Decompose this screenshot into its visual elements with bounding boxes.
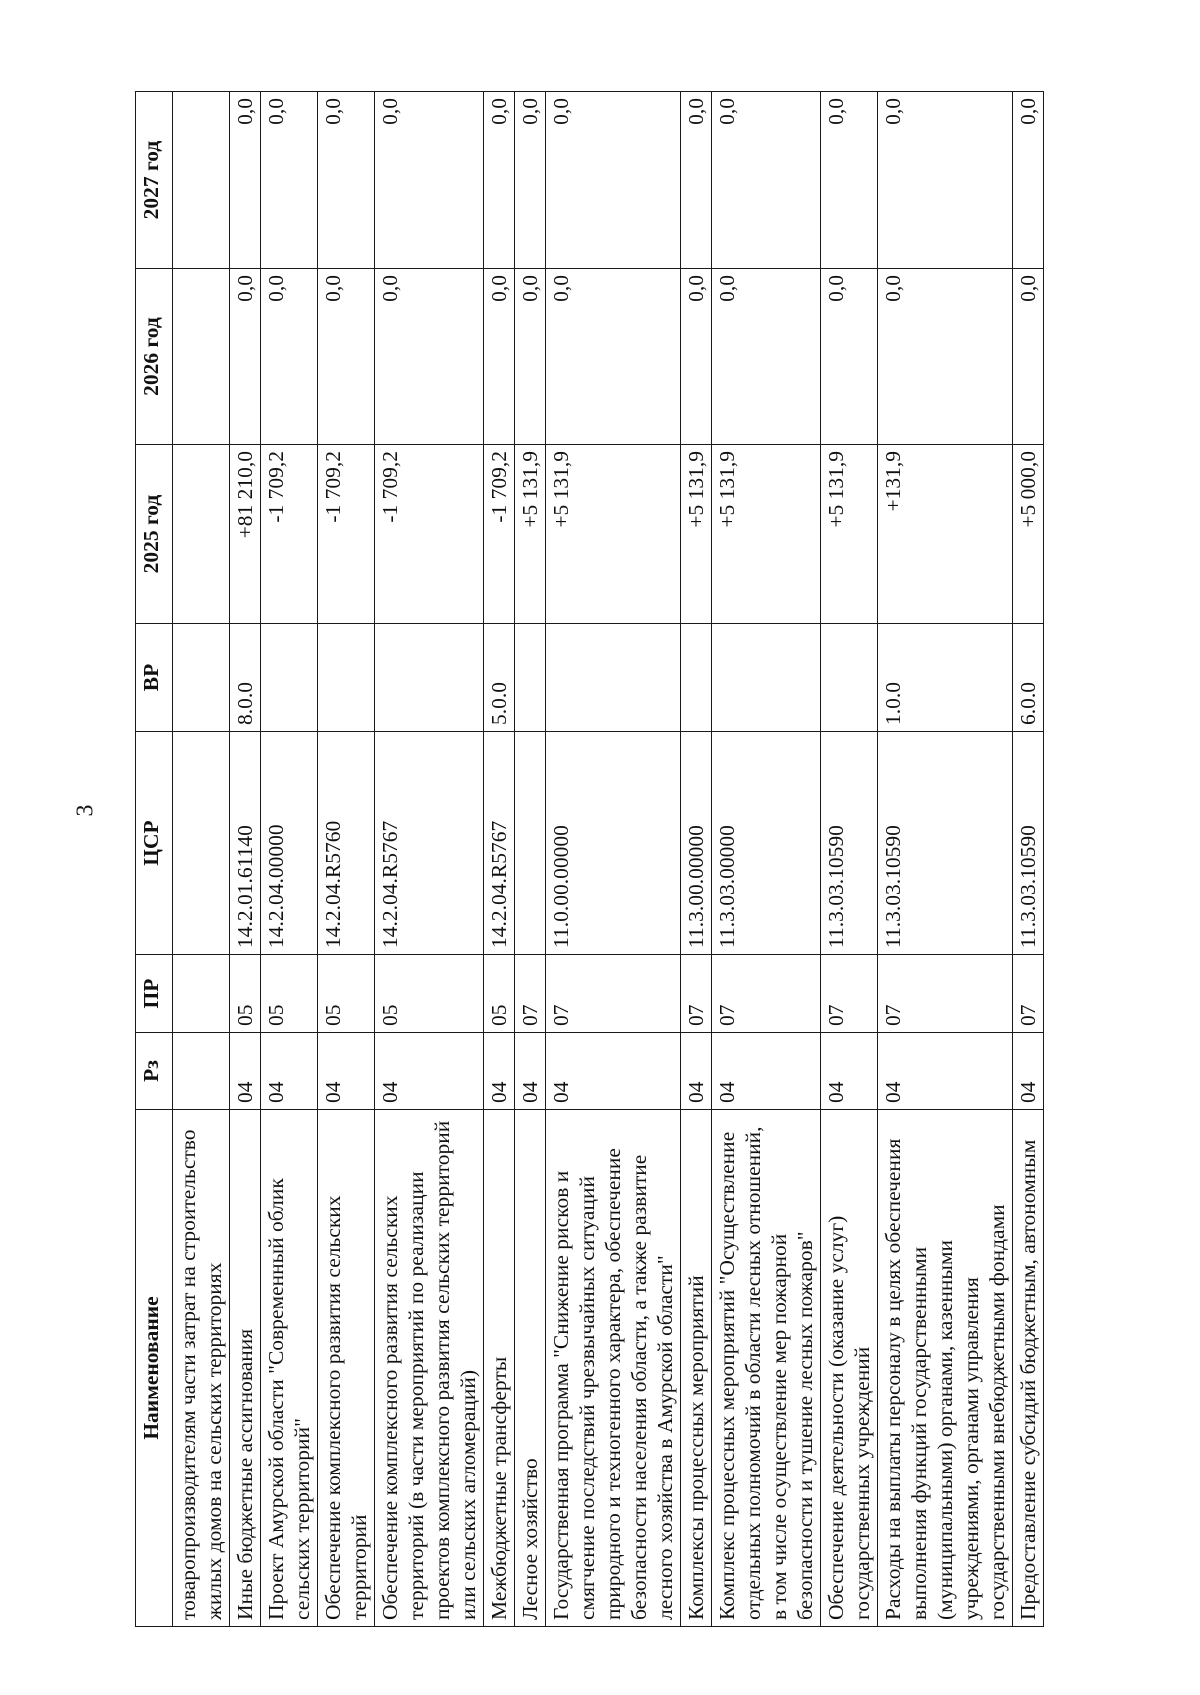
cell-pr: 05 xyxy=(230,955,261,1033)
cell-vr xyxy=(821,624,878,732)
cell-2027 xyxy=(173,92,230,269)
cell-rz: 04 xyxy=(681,1033,712,1110)
cell-csr: 14.2.04.R5760 xyxy=(318,732,375,955)
cell-2027: 0,0 xyxy=(318,92,375,269)
cell-csr xyxy=(515,732,546,955)
cell-csr: 11.0.00.00000 xyxy=(546,732,681,955)
cell-name: Иные бюджетные ассигнования xyxy=(230,1110,261,1627)
cell-2025: +131,9 xyxy=(878,445,1013,624)
cell-pr: 07 xyxy=(1013,955,1044,1033)
cell-name: Лесное хозяйство xyxy=(515,1110,546,1627)
cell-2027: 0,0 xyxy=(515,92,546,269)
cell-rz: 04 xyxy=(1013,1033,1044,1110)
cell-2025: +5 131,9 xyxy=(546,445,681,624)
cell-csr: 11.3.03.10590 xyxy=(1013,732,1044,955)
cell-vr xyxy=(173,624,230,732)
cell-2025: +5 131,9 xyxy=(515,445,546,624)
cell-2026: 0,0 xyxy=(261,269,318,445)
header-pr: ПР xyxy=(136,955,173,1033)
table-row xyxy=(375,92,484,1627)
cell-2026: 0,0 xyxy=(515,269,546,445)
cell-pr: 07 xyxy=(681,955,712,1033)
cell-pr: 07 xyxy=(821,955,878,1033)
cell-2025: +5 000,0 xyxy=(1013,445,1044,624)
rotated-table-frame xyxy=(135,92,1135,1627)
cell-rz: 04 xyxy=(712,1033,821,1110)
cell-csr: 11.3.03.10590 xyxy=(821,732,878,955)
header-rz: Рз xyxy=(136,1033,173,1110)
header-row xyxy=(136,92,173,1627)
cell-2027: 0,0 xyxy=(484,92,515,269)
cell-2027: 0,0 xyxy=(230,92,261,269)
cell-vr xyxy=(261,624,318,732)
cell-name: Межбюджетные трансферты xyxy=(484,1110,515,1627)
cell-2025: -1 709,2 xyxy=(261,445,318,624)
cell-2026: 0,0 xyxy=(878,269,1013,445)
cell-2026 xyxy=(173,269,230,445)
cell-2027: 0,0 xyxy=(1013,92,1044,269)
cell-2027: 0,0 xyxy=(878,92,1013,269)
cell-rz: 04 xyxy=(261,1033,318,1110)
header-name: Наименование xyxy=(136,1110,173,1627)
cell-vr xyxy=(318,624,375,732)
cell-2026: 0,0 xyxy=(375,269,484,445)
cell-rz: 04 xyxy=(318,1033,375,1110)
table-row xyxy=(515,92,546,1627)
cell-2026: 0,0 xyxy=(681,269,712,445)
header-2027: 2027 год xyxy=(136,92,173,269)
cell-csr xyxy=(173,732,230,955)
table-row xyxy=(821,92,878,1627)
table-row xyxy=(318,92,375,1627)
cell-vr xyxy=(546,624,681,732)
cell-pr: 05 xyxy=(318,955,375,1033)
cell-pr: 05 xyxy=(261,955,318,1033)
cell-name: Проект Амурской области "Современный облик сельских территорий" xyxy=(261,1110,318,1627)
cell-name: Комплексы процессных мероприятий xyxy=(681,1110,712,1627)
cell-2026: 0,0 xyxy=(712,269,821,445)
cell-2026: 0,0 xyxy=(318,269,375,445)
table-row xyxy=(173,92,230,1627)
cell-rz: 04 xyxy=(230,1033,261,1110)
cell-csr: 14.2.04.R5767 xyxy=(375,732,484,955)
cell-pr: 05 xyxy=(484,955,515,1033)
table-row xyxy=(546,92,681,1627)
cell-vr xyxy=(712,624,821,732)
cell-name: Обеспечение деятельности (оказание услуг) государственных учреждений xyxy=(821,1110,878,1627)
cell-rz: 04 xyxy=(484,1033,515,1110)
cell-pr: 07 xyxy=(712,955,821,1033)
cell-rz: 04 xyxy=(375,1033,484,1110)
cell-vr: 5.0.0 xyxy=(484,624,515,732)
cell-vr xyxy=(515,624,546,732)
cell-vr: 6.0.0 xyxy=(1013,624,1044,732)
cell-2025: +81 210,0 xyxy=(230,445,261,624)
cell-2027: 0,0 xyxy=(261,92,318,269)
cell-2026: 0,0 xyxy=(821,269,878,445)
cell-pr: 07 xyxy=(546,955,681,1033)
cell-2027: 0,0 xyxy=(375,92,484,269)
cell-rz xyxy=(173,1033,230,1110)
table-row xyxy=(261,92,318,1627)
cell-vr: 8.0.0 xyxy=(230,624,261,732)
cell-pr: 05 xyxy=(375,955,484,1033)
cell-vr: 1.0.0 xyxy=(878,624,1013,732)
cell-pr: 07 xyxy=(515,955,546,1033)
cell-name: товаропроизводителям части затрат на строительство жилых домов на сельских территориях xyxy=(173,1110,230,1627)
cell-2025: -1 709,2 xyxy=(375,445,484,624)
cell-csr: 14.2.01.61140 xyxy=(230,732,261,955)
cell-csr: 11.3.00.00000 xyxy=(681,732,712,955)
cell-2026: 0,0 xyxy=(1013,269,1044,445)
table-row xyxy=(878,92,1013,1627)
cell-2026: 0,0 xyxy=(546,269,681,445)
cell-2027: 0,0 xyxy=(681,92,712,269)
cell-2025: +5 131,9 xyxy=(712,445,821,624)
cell-2026: 0,0 xyxy=(230,269,261,445)
table-row xyxy=(681,92,712,1627)
cell-2025: -1 709,2 xyxy=(318,445,375,624)
cell-name: Государственная программа "Снижение рисков и смягчение последствий чрезвычайных ситуаций природного и техногенного характера, обеспечение безопасности населения области, а также развитие лесного хозяйства в Амурской области" xyxy=(546,1110,681,1627)
cell-rz: 04 xyxy=(546,1033,681,1110)
cell-name: Обеспечение комплексного развития сельских территорий (в части мероприятий по реализации проектов комплексного развития сельских территорий или сельских агломераций) xyxy=(375,1110,484,1627)
cell-2026: 0,0 xyxy=(484,269,515,445)
cell-rz: 04 xyxy=(515,1033,546,1110)
table-row xyxy=(230,92,261,1627)
header-2025: 2025 год xyxy=(136,445,173,624)
cell-csr: 11.3.03.00000 xyxy=(712,732,821,955)
cell-vr xyxy=(681,624,712,732)
cell-rz: 04 xyxy=(821,1033,878,1110)
cell-vr xyxy=(375,624,484,732)
cell-2027: 0,0 xyxy=(821,92,878,269)
cell-2025: +5 131,9 xyxy=(681,445,712,624)
cell-csr: 14.2.04.R5767 xyxy=(484,732,515,955)
header-csr: ЦСР xyxy=(136,732,173,955)
cell-name: Предоставление субсидий бюджетным, автономным xyxy=(1013,1110,1044,1627)
cell-pr: 07 xyxy=(878,955,1013,1033)
cell-rz: 04 xyxy=(878,1033,1013,1110)
table-row xyxy=(484,92,515,1627)
cell-csr: 11.3.03.10590 xyxy=(878,732,1013,955)
cell-pr xyxy=(173,955,230,1033)
cell-name: Расходы на выплаты персоналу в целях обеспечения выполнения функций государственными (муниципальными) органами, казенными учреждениями, органами управления государственными внебюджетными фондами xyxy=(878,1110,1013,1627)
cell-2027: 0,0 xyxy=(546,92,681,269)
cell-2025: +5 131,9 xyxy=(821,445,878,624)
header-2026: 2026 год xyxy=(136,269,173,445)
cell-2025: -1 709,2 xyxy=(484,445,515,624)
header-vr: ВР xyxy=(136,624,173,732)
cell-2025 xyxy=(173,445,230,624)
cell-name: Комплекс процессных мероприятий "Осуществление отдельных полномочий в области лесных отношений, в том числе осуществление мер пожарной безопасности и тушение лесных пожаров" xyxy=(712,1110,821,1627)
table-row xyxy=(1013,92,1044,1627)
cell-name: Обеспечение комплексного развития сельских территорий xyxy=(318,1110,375,1627)
cell-2027: 0,0 xyxy=(712,92,821,269)
budget-table xyxy=(135,91,1044,1627)
rotated-content xyxy=(135,92,1135,1627)
cell-csr: 14.2.04.00000 xyxy=(261,732,318,955)
table-row xyxy=(712,92,821,1627)
page-number: 3 xyxy=(72,804,99,817)
